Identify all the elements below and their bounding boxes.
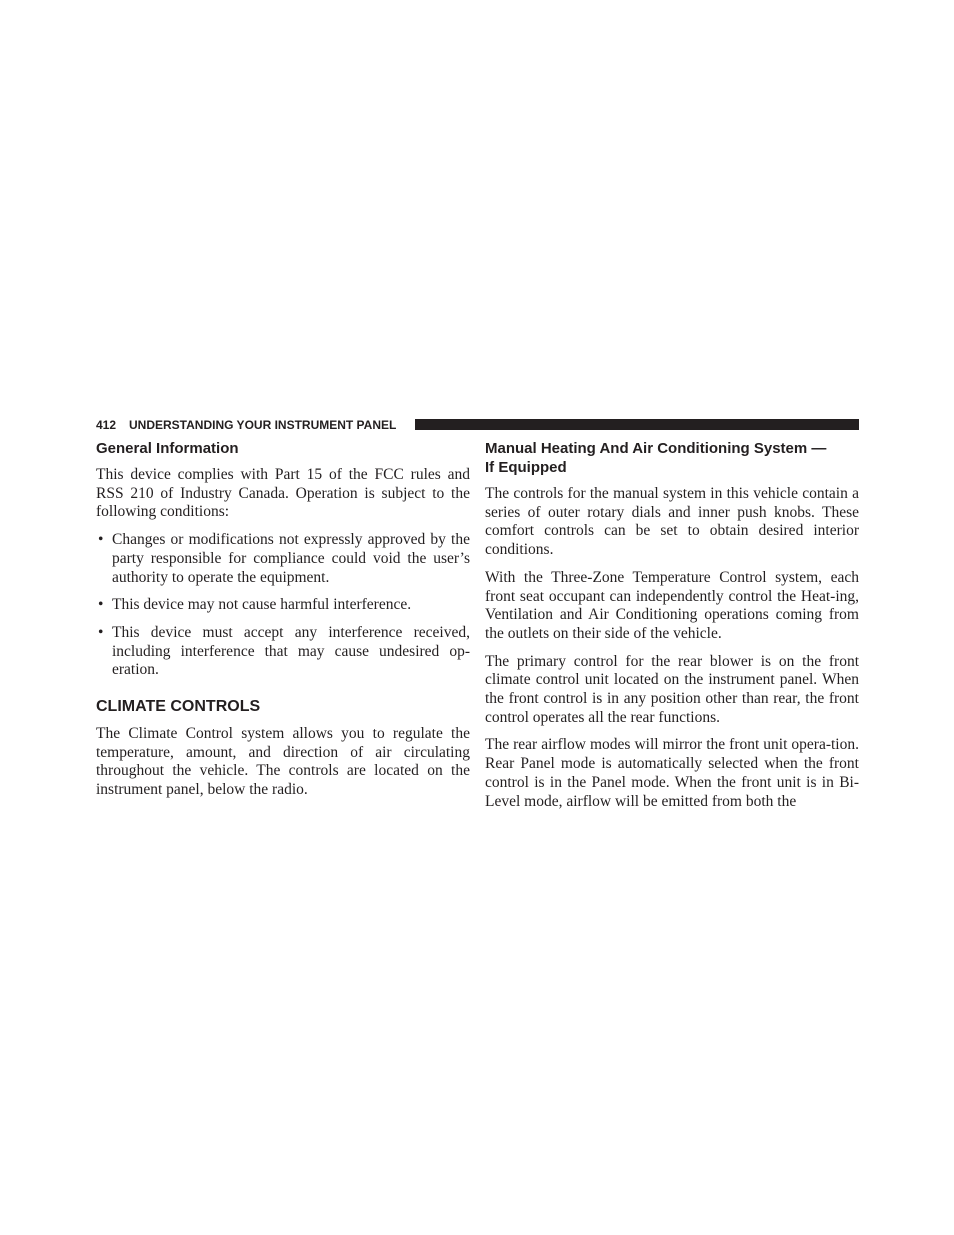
rear-blower-paragraph: The primary control for the rear blower is on the front climate control unit located on the instrument panel. When the front control is in any position other than rear, the front control operates all the rear functions. (485, 652, 859, 726)
manual-system-paragraph: The controls for the manual system in this vehicle contain a series of outer rotary dials and inner push knobs. These comfort controls can be set to obtain desired interior conditions. (485, 485, 859, 559)
right-column (485, 437, 859, 811)
manual-hvac-heading-line1: Manual Heating And Air Conditioning System — (485, 440, 827, 457)
page-number: 412 (96, 418, 117, 432)
left-column (96, 437, 470, 800)
climate-control-paragraph: The Climate Control system allows you to regulate the temperature, amount, and direction of air circulating throughout the vehicle. The controls are located on the instrument panel, below the radio. (96, 725, 470, 799)
list-item-text: This device may not cause harmful interference. (112, 596, 412, 614)
bullet-icon: • (98, 623, 104, 641)
header-rule-bar (415, 419, 859, 430)
page-header (96, 418, 859, 432)
bullet-icon: • (98, 531, 104, 549)
manual-hvac-heading (485, 437, 859, 477)
conditions-list (96, 531, 470, 680)
fcc-compliance-paragraph: This device complies with Part 15 of the FCC rules and RSS 210 of Industry Canada. Operation is subject to the following conditions: (96, 466, 470, 521)
bullet-icon: • (98, 596, 104, 614)
general-information-heading: General Information (96, 440, 239, 457)
manual-hvac-heading-line2: If Equipped (485, 459, 567, 476)
three-zone-paragraph: With the Three-Zone Temperature Control system, each front seat occupant can independently control the Heat-ing, Ventilation and Air Conditioning operations coming from the outlets on their side of the vehicle. (485, 568, 859, 642)
list-item-text: Changes or modifications not expressly approved by the party responsible for compliance could void the user’s authority to operate the equipment. (112, 531, 470, 586)
rear-airflow-paragraph: The rear airflow modes will mirror the front unit opera-tion. Rear Panel mode is automatically selected when the front control is in the Panel mode. When the front unit is in Bi-Level mode, airflow will be emitted from both the (485, 736, 859, 810)
section-title: UNDERSTANDING YOUR INSTRUMENT PANEL (129, 418, 397, 432)
list-item (96, 624, 470, 680)
list-item (96, 596, 470, 615)
list-item (96, 531, 470, 587)
list-item-text: This device must accept any interference received, including interference that may cause undesired op-eration. (112, 623, 470, 679)
climate-controls-heading: CLIMATE CONTROLS (96, 698, 261, 716)
